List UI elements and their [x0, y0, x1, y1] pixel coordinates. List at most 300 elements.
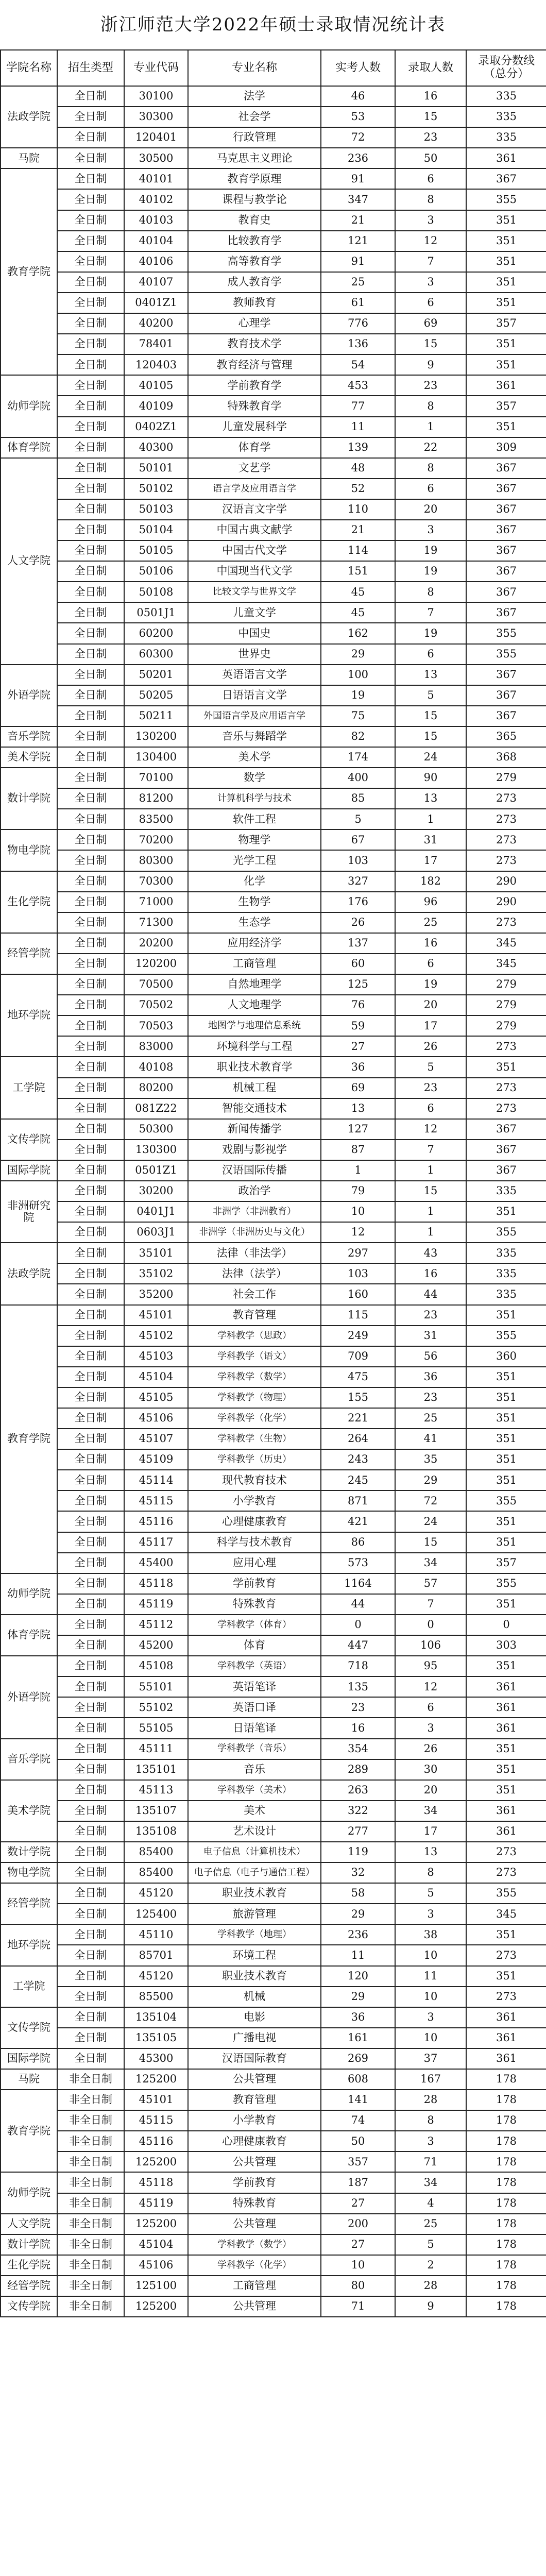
table-row [1, 665, 546, 685]
cutoff-cell: 351 [466, 1449, 546, 1470]
college-cell: 经管学院 [1, 1883, 57, 1924]
code-cell: 45102 [124, 1326, 188, 1346]
table-row [1, 2131, 546, 2151]
examinees-cell: 71 [321, 2296, 395, 2317]
cutoff-cell: 273 [466, 809, 546, 829]
code-cell: 50106 [124, 561, 188, 582]
cutoff-cell: 367 [466, 520, 546, 540]
examinees-cell: 58 [321, 1883, 395, 1904]
code-cell: 45300 [124, 2048, 188, 2069]
type-cell: 全日制 [57, 313, 124, 334]
cutoff-cell: 355 [466, 189, 546, 210]
examinees-cell: 137 [321, 933, 395, 954]
examinees-cell: 75 [321, 706, 395, 726]
code-cell: 135105 [124, 2028, 188, 2048]
type-cell: 全日制 [57, 1924, 124, 1945]
type-cell: 非全日制 [57, 2234, 124, 2255]
major-cell: 应用心理 [188, 1553, 321, 1573]
type-cell: 全日制 [57, 1532, 124, 1553]
major-cell: 学科教学（历史） [188, 1449, 321, 1470]
table-row [1, 2276, 546, 2296]
examinees-cell: 162 [321, 623, 395, 643]
code-cell: 78401 [124, 334, 188, 354]
admitted-cell: 3 [395, 1904, 466, 1924]
examinees-cell: 1 [321, 1160, 395, 1181]
table-row [1, 809, 546, 829]
admitted-cell: 6 [395, 479, 466, 499]
examinees-cell: 21 [321, 520, 395, 540]
admitted-cell: 5 [395, 1057, 466, 1077]
examinees-cell: 25 [321, 272, 395, 293]
table-row [1, 1263, 546, 1284]
type-cell: 全日制 [57, 354, 124, 375]
examinees-cell: 59 [321, 1015, 395, 1036]
examinees-cell: 79 [321, 1181, 395, 1201]
cutoff-cell: 335 [466, 86, 546, 107]
admitted-cell: 7 [395, 1140, 466, 1160]
table-row [1, 1429, 546, 1449]
code-cell: 45104 [124, 2234, 188, 2255]
admitted-cell: 19 [395, 561, 466, 582]
table-row [1, 1367, 546, 1387]
code-cell: 45108 [124, 1656, 188, 1676]
admitted-cell: 24 [395, 747, 466, 768]
major-cell: 汉语国际传播 [188, 1160, 321, 1181]
college-cell: 经管学院 [1, 2276, 57, 2296]
major-cell: 汉语言文字学 [188, 499, 321, 520]
examinees-cell: 46 [321, 86, 395, 107]
type-cell: 非全日制 [57, 2276, 124, 2296]
code-cell: 35101 [124, 1243, 188, 1263]
college-cell: 美术学院 [1, 747, 57, 768]
cutoff-cell: 351 [466, 1966, 546, 1987]
examinees-cell: 161 [321, 2028, 395, 2048]
college-cell: 体育学院 [1, 437, 57, 458]
code-cell: 40106 [124, 251, 188, 272]
examinees-cell: 160 [321, 1284, 395, 1304]
major-cell: 学科教学（数学） [188, 1367, 321, 1387]
table-row [1, 1924, 546, 1945]
cutoff-cell: 290 [466, 892, 546, 912]
type-cell: 全日制 [57, 974, 124, 995]
cutoff-cell: 351 [466, 1057, 546, 1077]
type-cell: 全日制 [57, 2007, 124, 2028]
type-cell: 全日制 [57, 685, 124, 706]
cutoff-cell: 367 [466, 561, 546, 582]
major-cell: 新闻传播学 [188, 1119, 321, 1140]
cutoff-cell: 335 [466, 1181, 546, 1201]
major-cell: 比较教育学 [188, 231, 321, 251]
admitted-cell: 17 [395, 1821, 466, 1842]
major-cell: 电子信息（计算机技术） [188, 1842, 321, 1862]
admitted-cell: 20 [395, 499, 466, 520]
major-cell: 政治学 [188, 1181, 321, 1201]
cutoff-cell: 351 [466, 1759, 546, 1780]
code-cell: 0501J1 [124, 602, 188, 623]
examinees-cell: 5 [321, 809, 395, 829]
examinees-cell: 120 [321, 1966, 395, 1987]
code-cell: 45118 [124, 1573, 188, 1594]
examinees-cell: 103 [321, 1263, 395, 1284]
code-cell: 85400 [124, 1862, 188, 1883]
code-cell: 120200 [124, 954, 188, 974]
admitted-cell: 8 [395, 2110, 466, 2131]
code-cell: 135104 [124, 2007, 188, 2028]
code-cell: 45120 [124, 1966, 188, 1987]
major-cell: 学科教学（音乐） [188, 1739, 321, 1759]
major-cell: 英语语言文学 [188, 665, 321, 685]
major-cell: 地图学与地理信息系统 [188, 1015, 321, 1036]
major-cell: 机械 [188, 1987, 321, 2007]
cutoff-cell: 335 [466, 127, 546, 148]
major-cell: 学科教学（化学） [188, 2255, 321, 2276]
college-cell: 幼师学院 [1, 2172, 57, 2213]
admitted-cell: 23 [395, 127, 466, 148]
examinees-cell: 67 [321, 829, 395, 850]
code-cell: 45111 [124, 1739, 188, 1759]
header-college: 学院名称 [1, 50, 57, 86]
major-cell: 中国现当代文学 [188, 561, 321, 582]
table-row [1, 1408, 546, 1429]
code-cell: 70200 [124, 829, 188, 850]
code-cell: 70503 [124, 1015, 188, 1036]
type-cell: 全日制 [57, 1615, 124, 1635]
admitted-cell: 6 [395, 954, 466, 974]
examinees-cell: 269 [321, 2048, 395, 2069]
code-cell: 55105 [124, 1718, 188, 1738]
cutoff-cell: 351 [466, 1739, 546, 1759]
code-cell: 45110 [124, 1924, 188, 1945]
college-cell: 生化学院 [1, 871, 57, 933]
major-cell: 学前教育 [188, 2172, 321, 2193]
cutoff-cell: 335 [466, 1263, 546, 1284]
table-row [1, 2214, 546, 2234]
admitted-cell: 19 [395, 623, 466, 643]
type-cell: 全日制 [57, 189, 124, 210]
major-cell: 光学工程 [188, 850, 321, 871]
table-row [1, 1801, 546, 1821]
college-cell: 外语学院 [1, 665, 57, 726]
cutoff-cell: 273 [466, 1078, 546, 1098]
type-cell: 全日制 [57, 231, 124, 251]
cutoff-cell: 357 [466, 1553, 546, 1573]
admitted-cell: 6 [395, 293, 466, 313]
examinees-cell: 29 [321, 1904, 395, 1924]
table-row [1, 1945, 546, 1965]
cutoff-cell: 351 [466, 272, 546, 293]
college-cell: 数计学院 [1, 1842, 57, 1862]
table-row [1, 747, 546, 768]
major-cell: 心理健康教育 [188, 2131, 321, 2151]
type-cell: 全日制 [57, 1367, 124, 1387]
table-row [1, 1490, 546, 1511]
examinees-cell: 136 [321, 334, 395, 354]
table-row [1, 499, 546, 520]
cutoff-cell: 360 [466, 1346, 546, 1367]
type-cell: 全日制 [57, 1078, 124, 1098]
admitted-cell: 3 [395, 2131, 466, 2151]
table-row [1, 1036, 546, 1057]
header-major: 专业名称 [188, 50, 321, 86]
major-cell: 学科教学（地理） [188, 1924, 321, 1945]
code-cell: 50300 [124, 1119, 188, 1140]
college-cell: 马院 [1, 2069, 57, 2090]
cutoff-cell: 367 [466, 499, 546, 520]
admitted-cell: 19 [395, 974, 466, 995]
admitted-cell: 72 [395, 1490, 466, 1511]
cutoff-cell: 335 [466, 1243, 546, 1263]
code-cell: 50104 [124, 520, 188, 540]
code-cell: 60200 [124, 623, 188, 643]
major-cell: 职业技术教育 [188, 1966, 321, 1987]
type-cell: 全日制 [57, 334, 124, 354]
type-cell: 全日制 [57, 933, 124, 954]
major-cell: 公共管理 [188, 2069, 321, 2090]
table-row [1, 602, 546, 623]
code-cell: 45104 [124, 1367, 188, 1387]
type-cell: 全日制 [57, 2048, 124, 2069]
code-cell: 0401Z1 [124, 293, 188, 313]
code-cell: 55102 [124, 1697, 188, 1718]
cutoff-cell: 273 [466, 1842, 546, 1862]
type-cell: 非全日制 [57, 2214, 124, 2234]
code-cell: 81200 [124, 788, 188, 809]
major-cell: 小学教育 [188, 2110, 321, 2131]
table-row [1, 2172, 546, 2193]
cutoff-cell: 351 [466, 1305, 546, 1326]
admitted-cell: 106 [395, 1635, 466, 1656]
code-cell: 30300 [124, 107, 188, 127]
type-cell: 全日制 [57, 602, 124, 623]
college-cell: 法政学院 [1, 86, 57, 148]
major-cell: 心理健康教育 [188, 1511, 321, 1532]
admitted-cell: 10 [395, 1945, 466, 1965]
type-cell: 全日制 [57, 1284, 124, 1304]
cutoff-cell: 351 [466, 1201, 546, 1222]
type-cell: 全日制 [57, 1511, 124, 1532]
cutoff-cell: 351 [466, 354, 546, 375]
major-cell: 工商管理 [188, 954, 321, 974]
code-cell: 50205 [124, 685, 188, 706]
admitted-cell: 1 [395, 1222, 466, 1243]
college-cell: 非洲研究院 [1, 1181, 57, 1243]
code-cell: 125200 [124, 2069, 188, 2090]
examinees-cell: 174 [321, 747, 395, 768]
examinees-cell: 110 [321, 499, 395, 520]
cutoff-cell: 290 [466, 871, 546, 892]
college-cell: 教育学院 [1, 1305, 57, 1573]
major-cell: 心理学 [188, 313, 321, 334]
major-cell: 环境科学与工程 [188, 1036, 321, 1057]
admitted-cell: 1 [395, 1160, 466, 1181]
table-row [1, 1573, 546, 1594]
table-row [1, 1553, 546, 1573]
header-row [1, 50, 546, 86]
code-cell: 125200 [124, 2296, 188, 2317]
cutoff-cell: 361 [466, 148, 546, 168]
admitted-cell: 3 [395, 1718, 466, 1738]
admitted-cell: 3 [395, 2007, 466, 2028]
type-cell: 非全日制 [57, 2172, 124, 2193]
code-cell: 081Z22 [124, 1098, 188, 1119]
college-cell: 教育学院 [1, 168, 57, 375]
cutoff-cell: 355 [466, 1222, 546, 1243]
examinees-cell: 44 [321, 1594, 395, 1615]
college-cell: 体育学院 [1, 1615, 57, 1656]
admitted-cell: 6 [395, 1697, 466, 1718]
major-cell: 特殊教育 [188, 1594, 321, 1615]
type-cell: 全日制 [57, 127, 124, 148]
code-cell: 125400 [124, 1904, 188, 1924]
examinees-cell: 36 [321, 2007, 395, 2028]
code-cell: 45120 [124, 1883, 188, 1904]
examinees-cell: 52 [321, 479, 395, 499]
table-row [1, 1098, 546, 1119]
examinees-cell: 91 [321, 168, 395, 189]
type-cell: 全日制 [57, 1263, 124, 1284]
examinees-cell: 322 [321, 1801, 395, 1821]
cutoff-cell: 273 [466, 1098, 546, 1119]
admitted-cell: 23 [395, 1078, 466, 1098]
major-cell: 环境工程 [188, 1945, 321, 1965]
table-row [1, 1739, 546, 1759]
examinees-cell: 249 [321, 1326, 395, 1346]
major-cell: 法律（非法学） [188, 1243, 321, 1263]
admitted-cell: 11 [395, 1966, 466, 1987]
code-cell: 83500 [124, 809, 188, 829]
table-row [1, 768, 546, 788]
type-cell: 全日制 [57, 417, 124, 437]
code-cell: 30100 [124, 86, 188, 107]
type-cell: 全日制 [57, 1449, 124, 1470]
type-cell: 全日制 [57, 1656, 124, 1676]
table-row [1, 1842, 546, 1862]
admitted-cell: 15 [395, 706, 466, 726]
code-cell: 40101 [124, 168, 188, 189]
admitted-cell: 8 [395, 189, 466, 210]
type-cell: 全日制 [57, 726, 124, 747]
major-cell: 美术学 [188, 747, 321, 768]
major-cell: 美术 [188, 1801, 321, 1821]
admitted-cell: 16 [395, 933, 466, 954]
type-cell: 全日制 [57, 623, 124, 643]
table-row [1, 334, 546, 354]
examinees-cell: 125 [321, 974, 395, 995]
type-cell: 全日制 [57, 1862, 124, 1883]
major-cell: 学科教学（化学） [188, 1408, 321, 1429]
admitted-cell: 3 [395, 210, 466, 231]
type-cell: 非全日制 [57, 2131, 124, 2151]
table-row [1, 1346, 546, 1367]
cutoff-cell: 178 [466, 2214, 546, 2234]
college-cell: 数计学院 [1, 768, 57, 829]
major-cell: 应用经济学 [188, 933, 321, 954]
admitted-cell: 7 [395, 1594, 466, 1615]
code-cell: 45119 [124, 2193, 188, 2214]
type-cell: 全日制 [57, 1470, 124, 1490]
examinees-cell: 87 [321, 1140, 395, 1160]
table-row [1, 437, 546, 458]
type-cell: 全日制 [57, 995, 124, 1015]
table-row [1, 706, 546, 726]
table-row [1, 1987, 546, 2007]
examinees-cell: 400 [321, 768, 395, 788]
examinees-cell: 243 [321, 1449, 395, 1470]
code-cell: 45101 [124, 2090, 188, 2110]
table-row [1, 2151, 546, 2172]
major-cell: 世界史 [188, 644, 321, 665]
code-cell: 125200 [124, 2151, 188, 2172]
examinees-cell: 10 [321, 2255, 395, 2276]
major-cell: 数学 [188, 768, 321, 788]
table-row [1, 1697, 546, 1718]
examinees-cell: 13 [321, 1098, 395, 1119]
examinees-cell: 74 [321, 2110, 395, 2131]
college-cell: 国际学院 [1, 1160, 57, 1181]
code-cell: 120403 [124, 354, 188, 375]
admitted-cell: 13 [395, 665, 466, 685]
cutoff-cell: 273 [466, 850, 546, 871]
cutoff-cell: 178 [466, 2234, 546, 2255]
type-cell: 全日制 [57, 706, 124, 726]
major-cell: 中国古代文学 [188, 540, 321, 561]
cutoff-cell: 361 [466, 1697, 546, 1718]
type-cell: 全日制 [57, 396, 124, 416]
college-cell: 文传学院 [1, 1119, 57, 1160]
admitted-cell: 1 [395, 417, 466, 437]
cutoff-cell: 351 [466, 1511, 546, 1532]
code-cell: 45109 [124, 1449, 188, 1470]
type-cell: 全日制 [57, 1635, 124, 1656]
table-body [1, 86, 546, 2317]
table-row [1, 1160, 546, 1181]
cutoff-cell: 178 [466, 2090, 546, 2110]
major-cell: 艺术设计 [188, 1821, 321, 1842]
admitted-cell: 28 [395, 2090, 466, 2110]
admitted-cell: 37 [395, 2048, 466, 2069]
examinees-cell: 236 [321, 1924, 395, 1945]
admitted-cell: 50 [395, 148, 466, 168]
major-cell: 戏剧与影视学 [188, 1140, 321, 1160]
cutoff-cell: 309 [466, 437, 546, 458]
admitted-cell: 69 [395, 313, 466, 334]
table-row [1, 685, 546, 706]
cutoff-cell: 273 [466, 1987, 546, 2007]
type-cell: 全日制 [57, 768, 124, 788]
admitted-cell: 13 [395, 788, 466, 809]
type-cell: 全日制 [57, 1966, 124, 1987]
header-examinees: 实考人数 [321, 50, 395, 86]
table-row [1, 623, 546, 643]
table-row [1, 2090, 546, 2110]
admitted-cell: 38 [395, 1924, 466, 1945]
admitted-cell: 1 [395, 809, 466, 829]
code-cell: 50105 [124, 540, 188, 561]
type-cell: 全日制 [57, 788, 124, 809]
code-cell: 45117 [124, 1532, 188, 1553]
table-row [1, 1326, 546, 1346]
type-cell: 全日制 [57, 272, 124, 293]
examinees-cell: 277 [321, 1821, 395, 1842]
cutoff-cell: 178 [466, 2296, 546, 2317]
code-cell: 45118 [124, 2172, 188, 2193]
major-cell: 自然地理学 [188, 974, 321, 995]
major-cell: 物理学 [188, 829, 321, 850]
examinees-cell: 72 [321, 127, 395, 148]
admitted-cell: 36 [395, 1367, 466, 1387]
college-cell: 音乐学院 [1, 1739, 57, 1780]
major-cell: 儿童文学 [188, 602, 321, 623]
